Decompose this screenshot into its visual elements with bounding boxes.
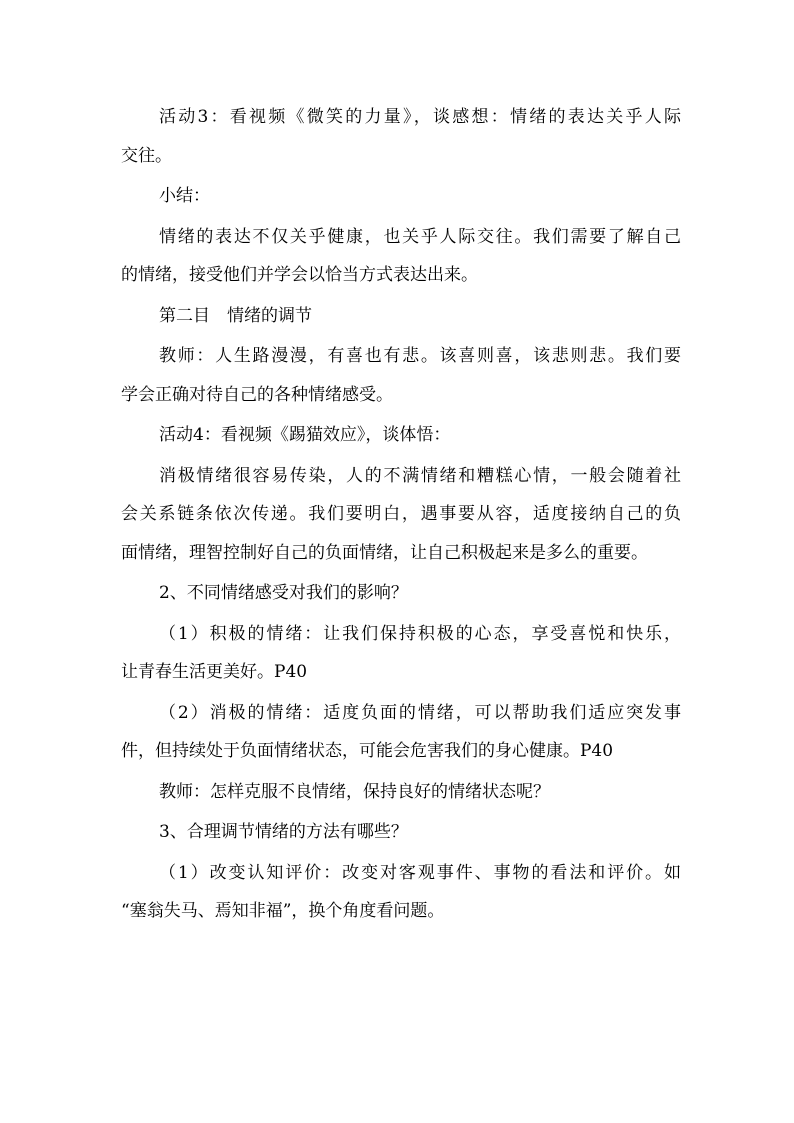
paragraph-activity-4 xyxy=(121,416,681,455)
text-line: 会关系链条依次传递。我们要明白，遇事要从容，适度接纳自己的负 xyxy=(121,504,681,524)
paragraph-activity-3 xyxy=(121,98,681,175)
text-line: 面情绪，理智控制好自己的负面情绪，让自己积极起来是多么的重要。 xyxy=(121,542,648,563)
text-line: 活动3：看视频《微笑的力量》，谈感想：情绪的表达关乎人际 xyxy=(159,107,681,127)
text-line: 教师：人生路漫漫，有喜也有悲。该喜则喜，该悲则悲。我们要 xyxy=(159,346,681,366)
question-3 xyxy=(121,813,681,852)
text-line: 情绪的表达不仅关乎健康，也关乎人际交往。我们需要了解自己 xyxy=(159,226,681,247)
text-line: 3、合理调节情绪的方法有哪些？ xyxy=(159,822,408,842)
text-line: （1）积极的情绪：让我们保持积极的心态，享受喜悦和快乐， xyxy=(159,623,681,644)
text-line: 2、不同情绪感受对我们的影响？ xyxy=(159,583,408,603)
text-line: 的情绪，接受他们并学会以恰当方式表达出来。 xyxy=(121,265,478,285)
question-2 xyxy=(121,574,681,613)
paragraph-teacher-1 xyxy=(121,337,681,414)
paragraph-negative xyxy=(121,694,681,771)
text-line: 让青春生活更美好。P40 xyxy=(121,662,308,682)
section-heading xyxy=(121,297,681,336)
text-line: 第二目 情绪的调节 xyxy=(159,305,312,326)
text-line: （2）消极的情绪：适度负面的情绪，可以帮助我们适应突发事 xyxy=(159,702,681,723)
document-page xyxy=(121,98,681,931)
paragraph-summary xyxy=(121,218,681,295)
text-line: 小结： xyxy=(159,186,210,206)
text-line: （1）改变认知评价：改变对客观事件、事物的看法和评价。如 xyxy=(159,862,681,883)
paragraph-teacher-2 xyxy=(121,773,681,812)
paragraph-positive xyxy=(121,615,681,692)
text-line: 教师：怎样克服不良情绪，保持良好的情绪状态呢？ xyxy=(159,781,550,802)
text-line: 消极情绪很容易传染，人的不满情绪和糟糕心情，一般会随着社 xyxy=(159,465,681,486)
text-line: 交往。 xyxy=(121,145,172,166)
paragraph-cognitive xyxy=(121,854,681,931)
text-line: “塞翁失马、焉知非福”，换个角度看问题。 xyxy=(121,901,445,921)
text-line: 活动4：看视频《踢猫效应》，谈体悟： xyxy=(159,425,451,445)
text-line: 件，但持续处于负面情绪状态，可能会危害我们的身心健康。P40 xyxy=(121,741,614,761)
paragraph-summary-heading xyxy=(121,177,681,216)
paragraph-kick-cat xyxy=(121,457,681,573)
text-line: 学会正确对待自己的各种情绪感受。 xyxy=(121,384,393,405)
